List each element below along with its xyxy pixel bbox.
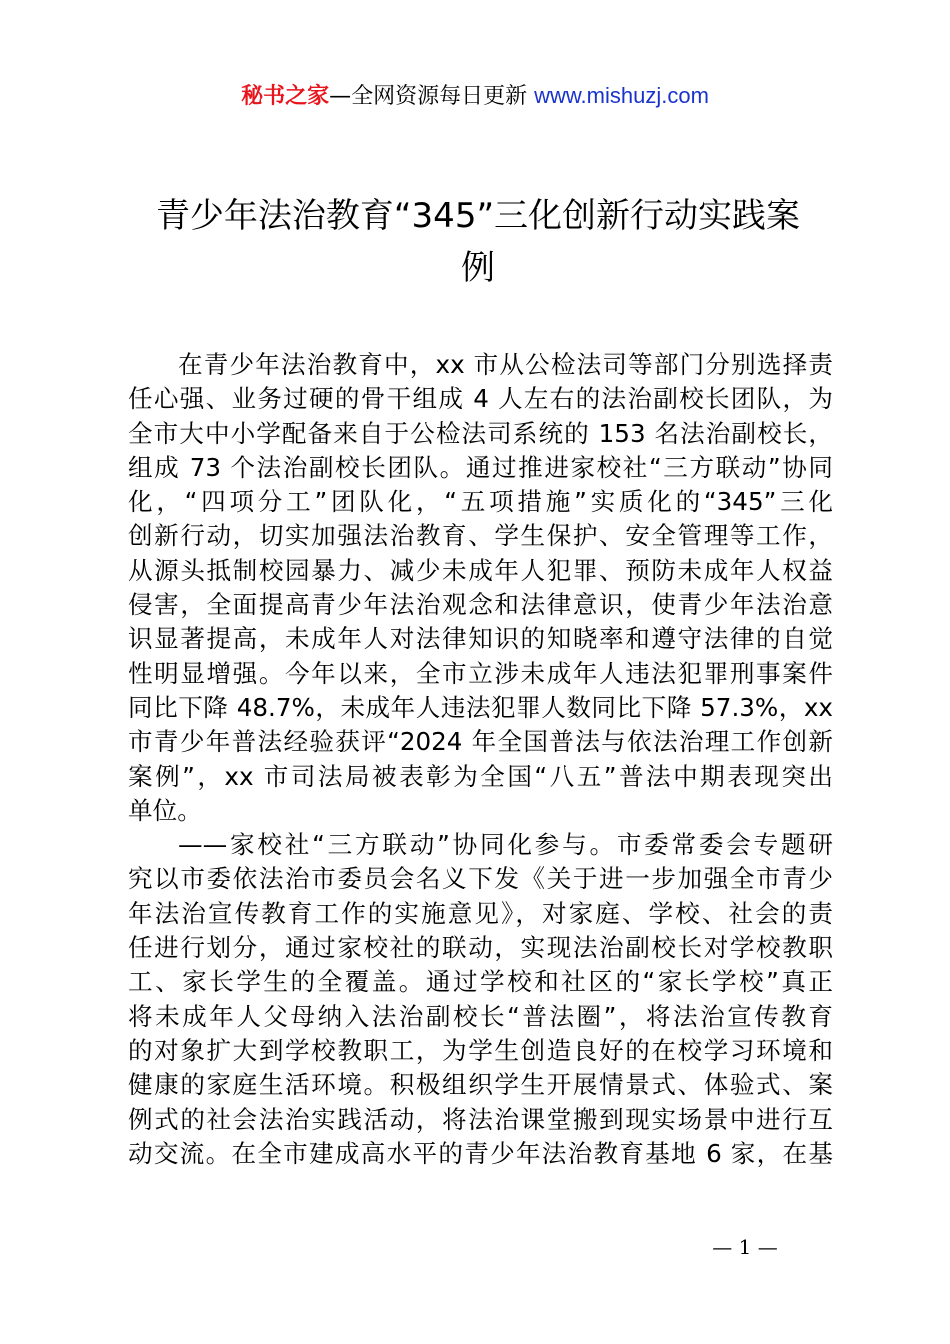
text-line: 创新行动，切实加强法治教育、学生保护、安全管理等工作， <box>128 521 833 551</box>
text-line: 将未成年人父母纳入法治副校长“普法圈”，将法治宣传教育 <box>128 1001 833 1031</box>
text-line: 同比下降 48.7%，未成年人违法犯罪人数同比下降 57.3%，xx <box>128 692 833 722</box>
text-line: 性明显增强。今年以来，全市立涉未成年人违法犯罪刑事案件 <box>128 658 833 688</box>
brand-name: 秘书之家 <box>241 84 330 109</box>
document-body <box>128 348 833 1171</box>
text-line: 识显著提高，未成年人对法律知识的知晓率和遵守法律的自觉 <box>128 624 833 654</box>
text-line: 例式的社会法治实践活动，将法治课堂搬到现实场景中进行互 <box>128 1104 833 1134</box>
text-line: 究以市委依法治市委员会名义下发《关于进一步加强全市青少 <box>128 864 833 894</box>
text-line: 工、家长学生的全覆盖。通过学校和社区的“家长学校”真正 <box>128 967 833 997</box>
text-line: 案例”，xx 市司法局被表彰为全国“八五”普法中期表现突出 <box>128 761 833 791</box>
text-line: 在青少年法治教育中，xx 市从公检法司等部门分别选择责 <box>178 350 833 379</box>
text-line: 任心强、业务过硬的骨干组成 4 人左右的法治副校长团队，为 <box>128 384 833 414</box>
text-line: 任进行划分，通过家校社的联动，实现法治副校长对学校教职 <box>128 933 833 963</box>
text-line: 市青少年普法经验获评“2024 年全国普法与依法治理工作创新 <box>128 727 833 757</box>
text-line: 单位。 <box>128 795 202 825</box>
text-line: 化，“四项分工”团队化，“五项措施”实质化的“345”三化 <box>128 487 833 517</box>
text-line: 从源头抵制校园暴力、减少未成年人犯罪、预防未成年人权益 <box>128 555 833 585</box>
text-line: 的对象扩大到学校教职工，为学生创造良好的在校学习环境和 <box>128 1035 833 1065</box>
text-line: 健康的家庭生活环境。积极组织学生开展情景式、体验式、案 <box>128 1070 833 1100</box>
page-number: — 1 — <box>712 1235 778 1259</box>
text-line: 动交流。在全市建成高水平的青少年法治教育基地 6 家，在基 <box>128 1138 833 1168</box>
paragraph-1 <box>128 348 833 828</box>
title-line-1: 青少年法治教育“345”三化创新行动实践案 <box>155 196 801 236</box>
title-line-2: 例 <box>461 248 495 288</box>
paragraph-2 <box>128 828 833 1171</box>
text-line: 全市大中小学配备来自于公检法司系统的 153 名法治副校长， <box>128 418 833 448</box>
text-line: 年法治宣传教育工作的实施意见》，对家庭、学校、社会的责 <box>128 898 833 928</box>
text-line: ——家校社“三方联动”协同化参与。市委常委会专题研 <box>178 830 833 860</box>
site-header <box>0 80 950 113</box>
header-tagline: —全网资源每日更新 <box>329 84 528 109</box>
text-line: 组成 73 个法治副校长团队。通过推进家校社“三方联动”协同 <box>128 452 833 482</box>
site-url-link[interactable]: www.mishuzj.com <box>534 83 709 108</box>
text-line: 侵害，全面提高青少年法治观念和法律意识，使青少年法治意 <box>128 590 833 620</box>
document-title <box>128 190 828 294</box>
